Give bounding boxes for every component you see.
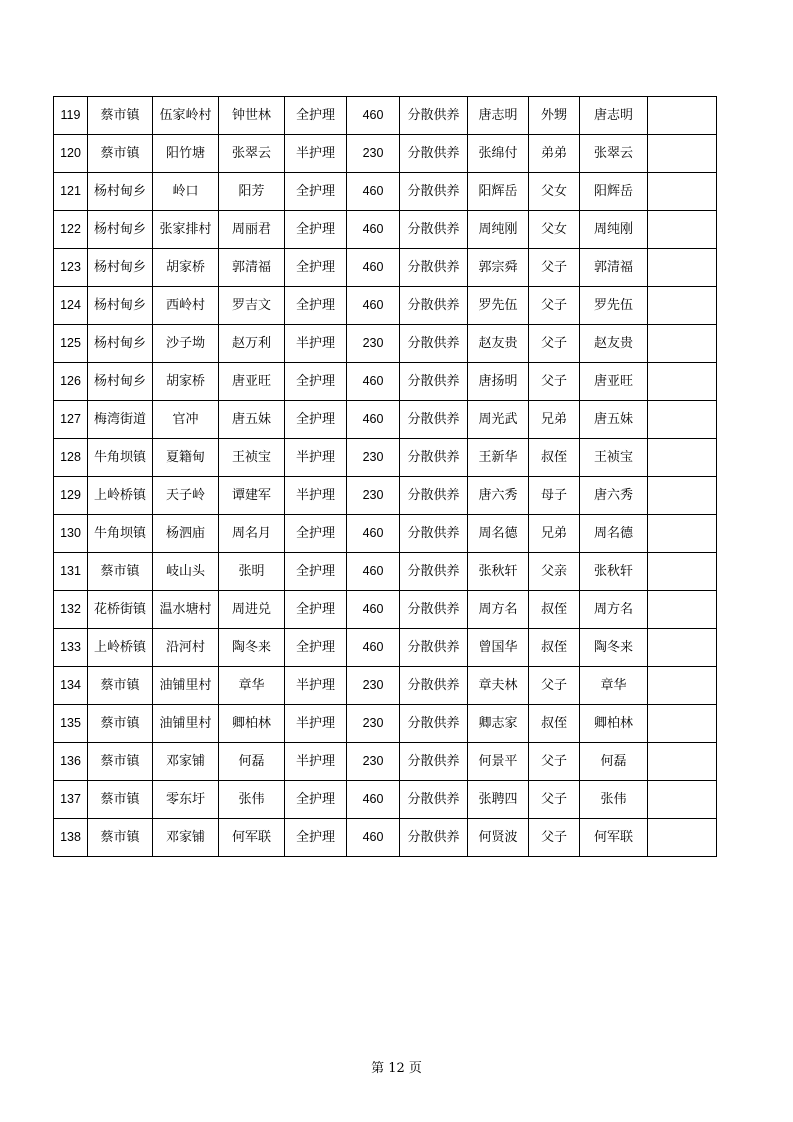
- cell-recipient-name: 唐亚旺: [580, 363, 648, 401]
- cell-care-level: 全护理: [285, 781, 347, 819]
- cell-care-level: 全护理: [285, 553, 347, 591]
- cell-recipient-name: 唐五妹: [580, 401, 648, 439]
- cell-town: 杨村甸乡: [88, 211, 153, 249]
- cell-recipient-name: 卿柏林: [580, 705, 648, 743]
- cell-guardian-name: 阳辉岳: [468, 173, 529, 211]
- cell-amount: 230: [347, 135, 400, 173]
- cell-relationship: 父子: [529, 363, 580, 401]
- cell-village: 岐山头: [153, 553, 219, 591]
- cell-remarks: [648, 211, 717, 249]
- cell-amount: 460: [347, 173, 400, 211]
- cell-village: 官冲: [153, 401, 219, 439]
- cell-town: 蔡市镇: [88, 97, 153, 135]
- cell-remarks: [648, 173, 717, 211]
- cell-remarks: [648, 439, 717, 477]
- cell-person-name: 卿柏林: [219, 705, 285, 743]
- cell-relationship: 父女: [529, 173, 580, 211]
- cell-row-number: 135: [54, 705, 88, 743]
- cell-town: 上岭桥镇: [88, 629, 153, 667]
- cell-village: 阳竹塘: [153, 135, 219, 173]
- cell-care-level: 全护理: [285, 819, 347, 857]
- cell-support-type: 分散供养: [400, 781, 468, 819]
- cell-village: 伍家岭村: [153, 97, 219, 135]
- cell-remarks: [648, 477, 717, 515]
- cell-town: 杨村甸乡: [88, 287, 153, 325]
- cell-remarks: [648, 363, 717, 401]
- cell-person-name: 何磊: [219, 743, 285, 781]
- cell-guardian-name: 何贤波: [468, 819, 529, 857]
- cell-recipient-name: 唐志明: [580, 97, 648, 135]
- cell-care-level: 半护理: [285, 135, 347, 173]
- table-row: [54, 439, 717, 477]
- cell-amount: 460: [347, 629, 400, 667]
- cell-row-number: 129: [54, 477, 88, 515]
- table-row: [54, 401, 717, 439]
- cell-person-name: 罗吉文: [219, 287, 285, 325]
- cell-recipient-name: 张秋轩: [580, 553, 648, 591]
- table-row: [54, 781, 717, 819]
- cell-town: 蔡市镇: [88, 819, 153, 857]
- cell-care-level: 全护理: [285, 401, 347, 439]
- cell-recipient-name: 何军联: [580, 819, 648, 857]
- cell-village: 天子岭: [153, 477, 219, 515]
- cell-support-type: 分散供养: [400, 97, 468, 135]
- cell-recipient-name: 罗先伍: [580, 287, 648, 325]
- table-row: [54, 477, 717, 515]
- cell-village: 邓家铺: [153, 819, 219, 857]
- cell-support-type: 分散供养: [400, 743, 468, 781]
- table-row: [54, 667, 717, 705]
- cell-village: 沙子坳: [153, 325, 219, 363]
- cell-row-number: 124: [54, 287, 88, 325]
- cell-village: 沿河村: [153, 629, 219, 667]
- cell-guardian-name: 周光武: [468, 401, 529, 439]
- cell-remarks: [648, 287, 717, 325]
- cell-care-level: 全护理: [285, 363, 347, 401]
- cell-care-level: 半护理: [285, 743, 347, 781]
- cell-recipient-name: 周方名: [580, 591, 648, 629]
- cell-relationship: 父子: [529, 287, 580, 325]
- cell-guardian-name: 郭宗舜: [468, 249, 529, 287]
- cell-support-type: 分散供养: [400, 553, 468, 591]
- cell-care-level: 全护理: [285, 211, 347, 249]
- cell-remarks: [648, 249, 717, 287]
- cell-support-type: 分散供养: [400, 477, 468, 515]
- cell-amount: 460: [347, 553, 400, 591]
- cell-row-number: 126: [54, 363, 88, 401]
- cell-village: 西岭村: [153, 287, 219, 325]
- cell-village: 温水塘村: [153, 591, 219, 629]
- cell-row-number: 122: [54, 211, 88, 249]
- cell-support-type: 分散供养: [400, 515, 468, 553]
- cell-village: 张家排村: [153, 211, 219, 249]
- cell-person-name: 何军联: [219, 819, 285, 857]
- cell-row-number: 136: [54, 743, 88, 781]
- cell-row-number: 133: [54, 629, 88, 667]
- table-row: [54, 591, 717, 629]
- table-row: [54, 819, 717, 857]
- cell-person-name: 陶冬来: [219, 629, 285, 667]
- cell-town: 杨村甸乡: [88, 325, 153, 363]
- cell-row-number: 130: [54, 515, 88, 553]
- cell-recipient-name: 郭清福: [580, 249, 648, 287]
- cell-care-level: 全护理: [285, 287, 347, 325]
- cell-village: 杨泗庙: [153, 515, 219, 553]
- cell-relationship: 叔侄: [529, 591, 580, 629]
- cell-person-name: 周进兑: [219, 591, 285, 629]
- cell-support-type: 分散供养: [400, 211, 468, 249]
- cell-amount: 460: [347, 781, 400, 819]
- cell-person-name: 赵万利: [219, 325, 285, 363]
- cell-town: 牛角坝镇: [88, 439, 153, 477]
- cell-relationship: 叔侄: [529, 629, 580, 667]
- cell-town: 蔡市镇: [88, 781, 153, 819]
- cell-support-type: 分散供养: [400, 135, 468, 173]
- cell-person-name: 张伟: [219, 781, 285, 819]
- cell-row-number: 137: [54, 781, 88, 819]
- cell-person-name: 唐五妹: [219, 401, 285, 439]
- cell-town: 蔡市镇: [88, 705, 153, 743]
- cell-amount: 230: [347, 439, 400, 477]
- cell-amount: 230: [347, 743, 400, 781]
- cell-recipient-name: 唐六秀: [580, 477, 648, 515]
- table-row: [54, 135, 717, 173]
- cell-remarks: [648, 743, 717, 781]
- table-row: [54, 211, 717, 249]
- cell-amount: 230: [347, 705, 400, 743]
- cell-amount: 230: [347, 667, 400, 705]
- cell-town: 蔡市镇: [88, 553, 153, 591]
- cell-guardian-name: 赵友贵: [468, 325, 529, 363]
- cell-row-number: 138: [54, 819, 88, 857]
- cell-care-level: 半护理: [285, 439, 347, 477]
- cell-recipient-name: 阳辉岳: [580, 173, 648, 211]
- table-row: [54, 363, 717, 401]
- cell-recipient-name: 周纯刚: [580, 211, 648, 249]
- cell-support-type: 分散供养: [400, 363, 468, 401]
- cell-guardian-name: 卿志家: [468, 705, 529, 743]
- cell-recipient-name: 张翠云: [580, 135, 648, 173]
- cell-village: 零东圩: [153, 781, 219, 819]
- cell-recipient-name: 赵友贵: [580, 325, 648, 363]
- table-row: [54, 97, 717, 135]
- table-row: [54, 553, 717, 591]
- cell-guardian-name: 曾国华: [468, 629, 529, 667]
- table-row: [54, 515, 717, 553]
- cell-remarks: [648, 135, 717, 173]
- cell-person-name: 郭清福: [219, 249, 285, 287]
- cell-relationship: 父子: [529, 819, 580, 857]
- cell-relationship: 母子: [529, 477, 580, 515]
- cell-row-number: 119: [54, 97, 88, 135]
- cell-guardian-name: 周方名: [468, 591, 529, 629]
- cell-guardian-name: 王新华: [468, 439, 529, 477]
- cell-relationship: 叔侄: [529, 439, 580, 477]
- cell-amount: 460: [347, 287, 400, 325]
- cell-care-level: 全护理: [285, 515, 347, 553]
- cell-relationship: 兄弟: [529, 515, 580, 553]
- table-row: [54, 249, 717, 287]
- cell-recipient-name: 何磊: [580, 743, 648, 781]
- cell-relationship: 父子: [529, 743, 580, 781]
- table-body: [54, 97, 717, 857]
- cell-remarks: [648, 667, 717, 705]
- cell-recipient-name: 陶冬来: [580, 629, 648, 667]
- cell-town: 牛角坝镇: [88, 515, 153, 553]
- cell-person-name: 阳芳: [219, 173, 285, 211]
- cell-relationship: 父子: [529, 667, 580, 705]
- cell-guardian-name: 周纯刚: [468, 211, 529, 249]
- cell-care-level: 全护理: [285, 97, 347, 135]
- cell-relationship: 父子: [529, 781, 580, 819]
- cell-support-type: 分散供养: [400, 287, 468, 325]
- cell-recipient-name: 张伟: [580, 781, 648, 819]
- cell-care-level: 全护理: [285, 249, 347, 287]
- cell-row-number: 132: [54, 591, 88, 629]
- table-row: [54, 287, 717, 325]
- table-row: [54, 173, 717, 211]
- cell-row-number: 125: [54, 325, 88, 363]
- cell-town: 杨村甸乡: [88, 363, 153, 401]
- cell-person-name: 谭建军: [219, 477, 285, 515]
- cell-support-type: 分散供养: [400, 819, 468, 857]
- cell-amount: 230: [347, 477, 400, 515]
- cell-relationship: 父亲: [529, 553, 580, 591]
- cell-village: 岭口: [153, 173, 219, 211]
- cell-guardian-name: 唐扬明: [468, 363, 529, 401]
- cell-relationship: 父子: [529, 249, 580, 287]
- table-row: [54, 743, 717, 781]
- cell-remarks: [648, 629, 717, 667]
- cell-row-number: 134: [54, 667, 88, 705]
- cell-relationship: 父女: [529, 211, 580, 249]
- cell-village: 胡家桥: [153, 363, 219, 401]
- cell-relationship: 外甥: [529, 97, 580, 135]
- cell-village: 夏籍甸: [153, 439, 219, 477]
- cell-remarks: [648, 553, 717, 591]
- cell-guardian-name: 张聘四: [468, 781, 529, 819]
- cell-village: 邓家铺: [153, 743, 219, 781]
- cell-person-name: 钟世林: [219, 97, 285, 135]
- cell-care-level: 半护理: [285, 325, 347, 363]
- cell-recipient-name: 章华: [580, 667, 648, 705]
- cell-person-name: 王祯宝: [219, 439, 285, 477]
- cell-town: 蔡市镇: [88, 135, 153, 173]
- cell-village: 油铺里村: [153, 667, 219, 705]
- cell-remarks: [648, 591, 717, 629]
- cell-guardian-name: 周名德: [468, 515, 529, 553]
- cell-row-number: 128: [54, 439, 88, 477]
- cell-amount: 460: [347, 819, 400, 857]
- cell-person-name: 唐亚旺: [219, 363, 285, 401]
- cell-relationship: 兄弟: [529, 401, 580, 439]
- cell-person-name: 张明: [219, 553, 285, 591]
- cell-care-level: 半护理: [285, 705, 347, 743]
- cell-amount: 460: [347, 249, 400, 287]
- cell-support-type: 分散供养: [400, 667, 468, 705]
- cell-row-number: 123: [54, 249, 88, 287]
- cell-person-name: 周名月: [219, 515, 285, 553]
- cell-town: 蔡市镇: [88, 743, 153, 781]
- cell-guardian-name: 唐志明: [468, 97, 529, 135]
- cell-remarks: [648, 705, 717, 743]
- cell-amount: 460: [347, 401, 400, 439]
- cell-guardian-name: 章夫林: [468, 667, 529, 705]
- cell-support-type: 分散供养: [400, 705, 468, 743]
- cell-remarks: [648, 401, 717, 439]
- cell-amount: 460: [347, 363, 400, 401]
- cell-remarks: [648, 819, 717, 857]
- cell-recipient-name: 王祯宝: [580, 439, 648, 477]
- cell-village: 胡家桥: [153, 249, 219, 287]
- cell-support-type: 分散供养: [400, 249, 468, 287]
- cell-town: 蔡市镇: [88, 667, 153, 705]
- table-row: [54, 705, 717, 743]
- table-row: [54, 325, 717, 363]
- cell-remarks: [648, 97, 717, 135]
- cell-remarks: [648, 325, 717, 363]
- cell-care-level: 全护理: [285, 591, 347, 629]
- cell-row-number: 120: [54, 135, 88, 173]
- cell-town: 杨村甸乡: [88, 173, 153, 211]
- cell-relationship: 弟弟: [529, 135, 580, 173]
- cell-row-number: 127: [54, 401, 88, 439]
- cell-support-type: 分散供养: [400, 629, 468, 667]
- cell-support-type: 分散供养: [400, 439, 468, 477]
- page-number: 第 12 页: [371, 1061, 422, 1076]
- cell-support-type: 分散供养: [400, 325, 468, 363]
- cell-guardian-name: 张秋轩: [468, 553, 529, 591]
- cell-remarks: [648, 515, 717, 553]
- cell-care-level: 全护理: [285, 629, 347, 667]
- cell-support-type: 分散供养: [400, 401, 468, 439]
- cell-amount: 460: [347, 97, 400, 135]
- care-subsidy-table: [53, 96, 717, 857]
- cell-care-level: 全护理: [285, 173, 347, 211]
- cell-support-type: 分散供养: [400, 591, 468, 629]
- cell-row-number: 121: [54, 173, 88, 211]
- cell-care-level: 半护理: [285, 667, 347, 705]
- table-row: [54, 629, 717, 667]
- cell-guardian-name: 唐六秀: [468, 477, 529, 515]
- cell-recipient-name: 周名德: [580, 515, 648, 553]
- cell-amount: 230: [347, 325, 400, 363]
- cell-town: 杨村甸乡: [88, 249, 153, 287]
- cell-guardian-name: 罗先伍: [468, 287, 529, 325]
- cell-remarks: [648, 781, 717, 819]
- cell-relationship: 叔侄: [529, 705, 580, 743]
- cell-amount: 460: [347, 515, 400, 553]
- cell-person-name: 周丽君: [219, 211, 285, 249]
- cell-guardian-name: 张绵付: [468, 135, 529, 173]
- cell-row-number: 131: [54, 553, 88, 591]
- cell-town: 梅湾街道: [88, 401, 153, 439]
- cell-town: 花桥街镇: [88, 591, 153, 629]
- cell-person-name: 张翠云: [219, 135, 285, 173]
- cell-person-name: 章华: [219, 667, 285, 705]
- cell-care-level: 半护理: [285, 477, 347, 515]
- cell-amount: 460: [347, 591, 400, 629]
- cell-support-type: 分散供养: [400, 173, 468, 211]
- cell-amount: 460: [347, 211, 400, 249]
- cell-guardian-name: 何景平: [468, 743, 529, 781]
- cell-relationship: 父子: [529, 325, 580, 363]
- cell-village: 油铺里村: [153, 705, 219, 743]
- cell-town: 上岭桥镇: [88, 477, 153, 515]
